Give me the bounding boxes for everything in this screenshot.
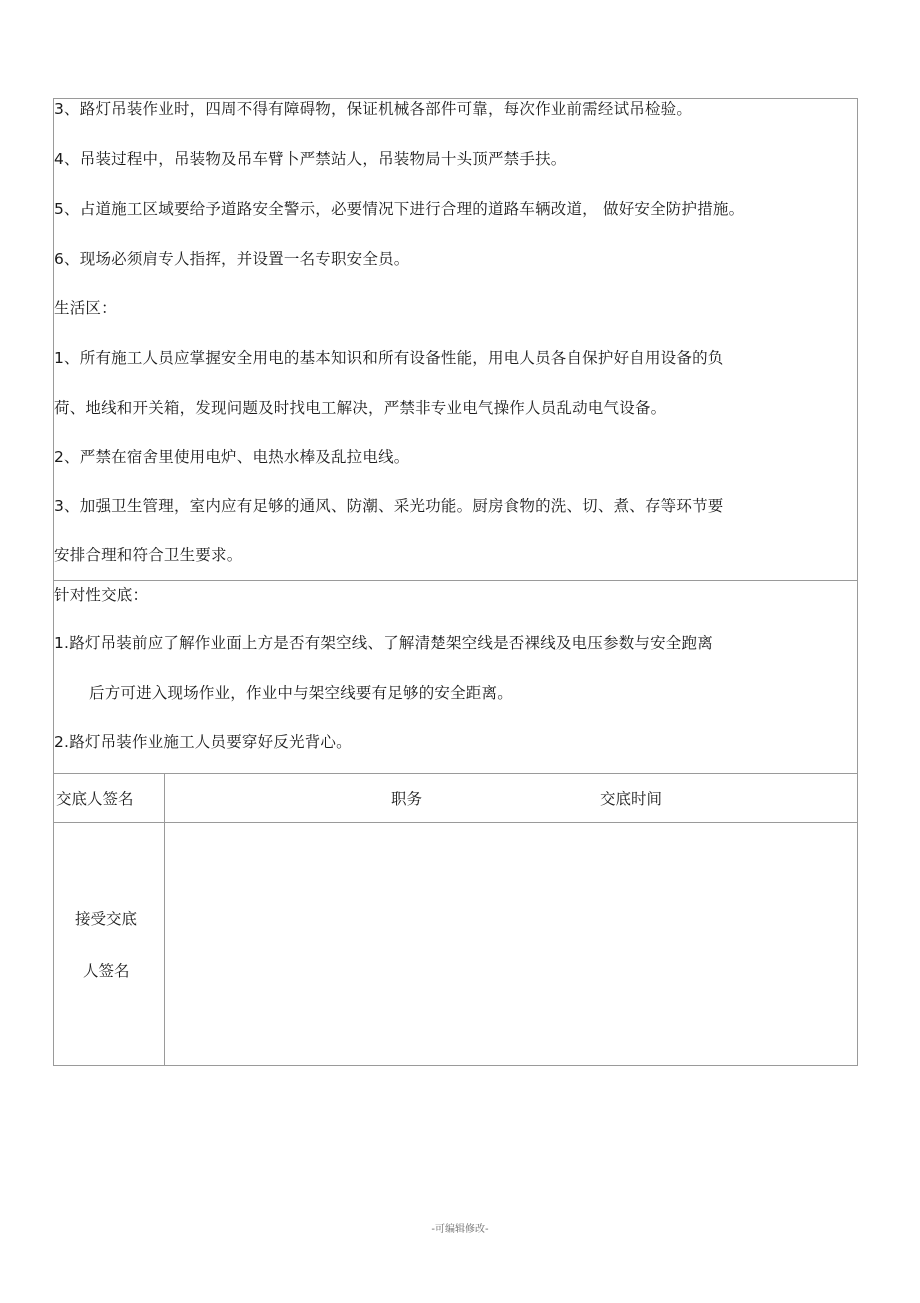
rule-line-6: 6、现场必须肩专人指挥，并设置一名专职安全员。 xyxy=(54,250,410,268)
receiver-label-line-2: 人签名 xyxy=(83,962,130,980)
living-rule-3-line-1: 3、加强卫生管理，室内应有足够的通风、防潮、采光功能。厨房食物的洗、切、煮、存等环节要 xyxy=(54,497,724,515)
position-label: 职务 xyxy=(391,790,423,808)
living-rule-3-line-2: 安排合理和符合卫生要求。 xyxy=(54,546,243,564)
rule-line-5: 5、占道施工区域要给予道路安全警示，必要情况下进行合理的道路车辆改道， 做好安全防护措施。 xyxy=(54,200,745,218)
signature-row-top xyxy=(54,773,857,774)
rule-line-4: 4、吊装过程中，吊装物及吊车臂卜严禁站人，吊装物局十头顶严禁手扶。 xyxy=(54,150,567,168)
receiver-signature-area[interactable] xyxy=(166,824,856,1064)
living-rule-1-line-2: 荷、地线和开关箱，发现问题及时找电工解决，严禁非专业电气操作人员乱动电气设备。 xyxy=(54,399,667,417)
section-divider xyxy=(54,580,857,581)
targeted-heading: 针对性交底： xyxy=(54,586,149,604)
living-area-heading: 生活区： xyxy=(54,299,117,317)
signature-row-bottom xyxy=(54,822,857,823)
disclosure-table xyxy=(53,98,858,1066)
page-footer: -可编辑修改- xyxy=(431,1224,489,1235)
targeted-item-1-line-1: 1.路灯吊装前应了解作业面上方是否有架空线、了解清楚架空线是否裸线及电压参数与安全跑离 xyxy=(54,634,713,652)
living-rule-2: 2、严禁在宿舍里使用电炉、电热水棒及乱拉电线。 xyxy=(54,448,410,466)
time-label: 交底时间 xyxy=(600,790,663,808)
living-rule-1-line-1: 1、所有施工人员应掌握安全用电的基本知识和所有设备性能，用电人员各自保护好自用设备的负 xyxy=(54,349,724,367)
signer-label: 交底人签名 xyxy=(56,790,134,808)
receiver-label-line-1: 接受交底 xyxy=(75,910,138,928)
rule-line-3: 3、路灯吊装作业时，四周不得有障碍物，保证机械各部件可靠，每次作业前需经试吊检验。 xyxy=(54,100,693,118)
targeted-item-1-line-2: 后方可进入现场作业，作业中与架空线要有足够的安全距离。 xyxy=(89,684,513,702)
targeted-item-2: 2.路灯吊装作业施工人员要穿好反光背心。 xyxy=(54,733,352,751)
label-column-divider xyxy=(164,773,165,1065)
